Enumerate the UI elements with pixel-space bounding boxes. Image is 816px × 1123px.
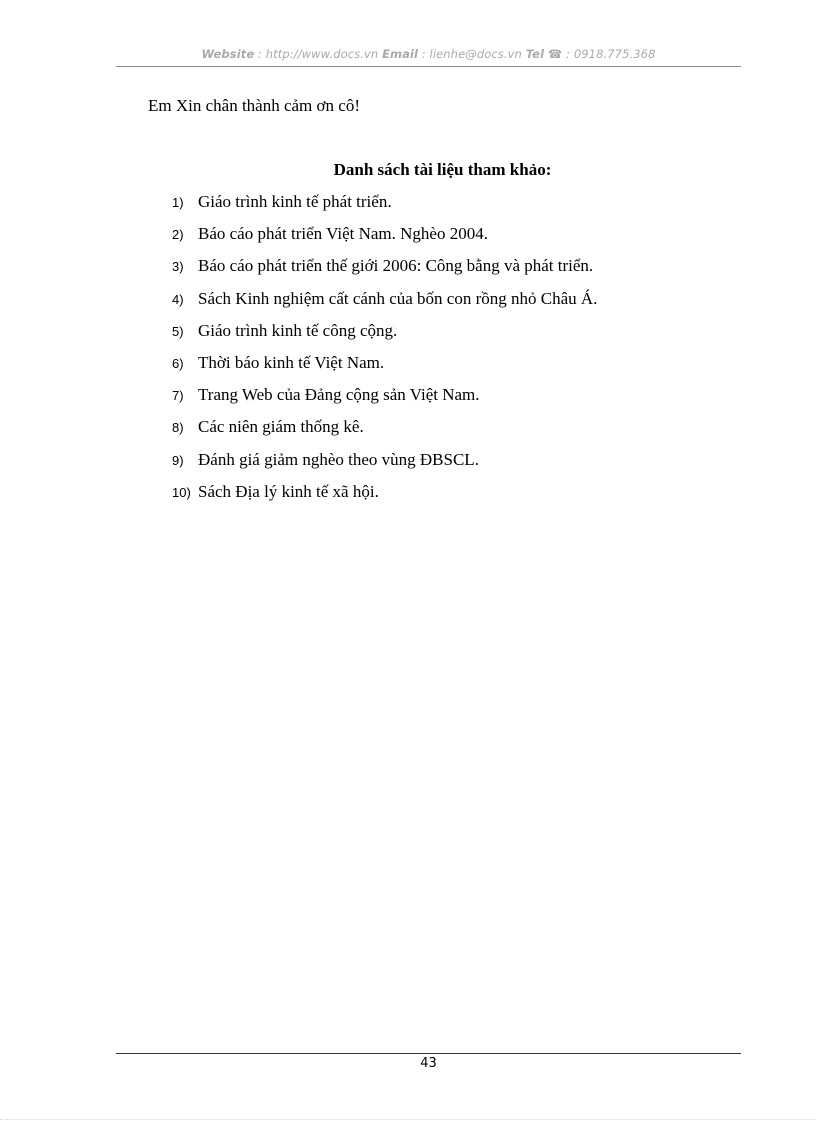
reference-item: [172, 192, 597, 224]
reference-number: 10): [172, 484, 191, 500]
reference-item: [172, 417, 597, 449]
reference-text: Báo cáo phát triển thế giới 2006: Công bằng và phát triển.: [198, 256, 594, 276]
reference-text: Giáo trình kinh tế phát triển.: [198, 192, 392, 211]
reference-text: Sách Địa lý kinh tế xã hội.: [198, 481, 379, 501]
reference-item: [172, 256, 597, 288]
reference-text: Báo cáo phát triển Việt Nam. Nghèo 2004.: [198, 224, 488, 244]
reference-number: 9): [172, 452, 184, 468]
reference-item: [172, 224, 597, 256]
tel-number: : 0918.775.368: [562, 47, 656, 61]
reference-text: Thời báo kinh tế Việt Nam.: [198, 352, 385, 372]
reference-item: [172, 450, 597, 482]
reference-item: [172, 482, 597, 514]
thanks-line: Em Xin chân thành cảm ơn cô!: [148, 96, 360, 115]
reference-number: 1): [172, 195, 184, 210]
email-address: : lienhe@docs.vn: [418, 47, 526, 61]
reference-number: 6): [172, 355, 184, 371]
reference-number: 7): [172, 388, 184, 404]
website-url: : http://www.docs.vn: [254, 47, 383, 61]
page-header: [116, 47, 741, 61]
reference-item: [172, 289, 597, 321]
footer-divider: [116, 1053, 741, 1054]
phone-icon: ☎: [547, 47, 563, 61]
page-number: 43: [420, 1056, 437, 1071]
header-divider: [116, 66, 741, 67]
reference-number: 3): [172, 259, 184, 275]
references-list: [172, 192, 597, 514]
website-label: Website: [201, 47, 255, 61]
reference-text: Giáo trình kinh tế công cộng.: [198, 320, 398, 340]
reference-item: [172, 353, 597, 385]
reference-number: 5): [172, 323, 184, 339]
reference-text: Các niên giám thống kê.: [198, 417, 364, 437]
reference-text: Đánh giá giảm nghèo theo vùng ĐBSCL.: [198, 449, 479, 469]
reference-text: Trang Web của Đảng cộng sản Việt Nam.: [198, 385, 480, 405]
page-bottom-edge: [0, 1119, 816, 1120]
email-label: Email: [382, 47, 419, 61]
reference-number: 2): [172, 227, 184, 243]
tel-label: Tel: [525, 47, 545, 61]
references-title: Danh sách tài liệu tham khảo:: [333, 160, 552, 179]
reference-number: 4): [172, 291, 184, 307]
reference-item: [172, 385, 597, 417]
reference-text: Sách Kinh nghiệm cất cánh của bốn con rồng nhỏ Châu Á.: [198, 288, 598, 308]
reference-item: [172, 321, 597, 353]
reference-number: 8): [172, 420, 184, 436]
